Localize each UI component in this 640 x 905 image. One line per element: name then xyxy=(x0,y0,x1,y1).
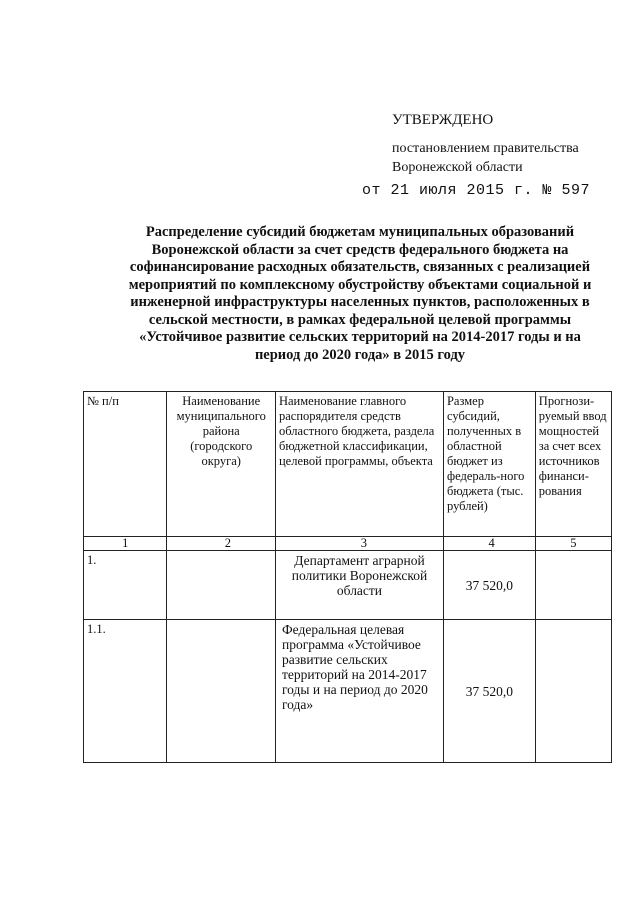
row-number: 1. xyxy=(84,551,167,620)
row-amount: 37 520,0 xyxy=(443,620,535,763)
row-name: Департамент аграрной политики Воронежской области xyxy=(275,551,443,620)
row-capacity xyxy=(535,551,611,620)
row-capacity xyxy=(535,620,611,763)
title-line: софинансирование расходных обязательств, связанных с реализацией xyxy=(129,259,591,275)
title-line: «Устойчивое развитие сельских территорий на 2014-2017 годы и на xyxy=(139,329,581,345)
column-number: 3 xyxy=(275,537,443,551)
approved-stamp: УТВЕРЖДЕНО xyxy=(392,112,494,128)
row-name: Федеральная целевая программа «Устойчивое развитие сельских территорий на 2014-2017 годы и на период до 2020 года» xyxy=(275,620,443,763)
column-number: 4 xyxy=(443,537,535,551)
column-number: 2 xyxy=(167,537,276,551)
title-line: мероприятий по комплексному обустройству объектами социальной и xyxy=(128,276,592,293)
row-district xyxy=(167,551,276,620)
header-cell-number: № п/п xyxy=(84,392,167,537)
header-cell-capacity: Прогнози-руемый ввод мощностей за счет всех источников финанси-рования xyxy=(535,392,611,537)
document-title xyxy=(110,224,610,364)
title-line: инженерной инфраструктуры населенных пунктов, расположенных в xyxy=(130,294,590,310)
decree-date: от 21 июля 2015 г. № 597 xyxy=(362,182,591,199)
title-line: Воронежской области за счет средств федерального бюджета на xyxy=(151,241,569,258)
decree-line-2: Воронежской области xyxy=(392,160,523,175)
table-column-numbers-row xyxy=(84,537,612,551)
title-line: период до 2020 года» в 2015 году xyxy=(254,346,466,363)
header-cell-distributor: Наименование главного распорядителя средств областного бюджета, раздела бюджетной классификации, целевой программы, объекта xyxy=(275,392,443,537)
row-district xyxy=(167,620,276,763)
column-number: 5 xyxy=(535,537,611,551)
row-amount: 37 520,0 xyxy=(443,551,535,620)
title-line: Распределение субсидий бюджетам муниципальных образований xyxy=(145,224,575,240)
column-number: 1 xyxy=(84,537,167,551)
subsidy-table xyxy=(83,391,612,763)
title-line: сельской местности, в рамках федеральной целевой программы xyxy=(148,311,572,328)
table-row xyxy=(84,551,612,620)
decree-line-1: постановлением правительства xyxy=(392,141,579,156)
row-number: 1.1. xyxy=(84,620,167,763)
table-row xyxy=(84,620,612,763)
header-cell-district: Наименование муниципального района (городского округа) xyxy=(167,392,276,537)
table-header-row xyxy=(84,392,612,537)
header-cell-subsidy-amount: Размер субсидий, полученных в областной бюджет из федераль-ного бюджета (тыс. рублей) xyxy=(443,392,535,537)
